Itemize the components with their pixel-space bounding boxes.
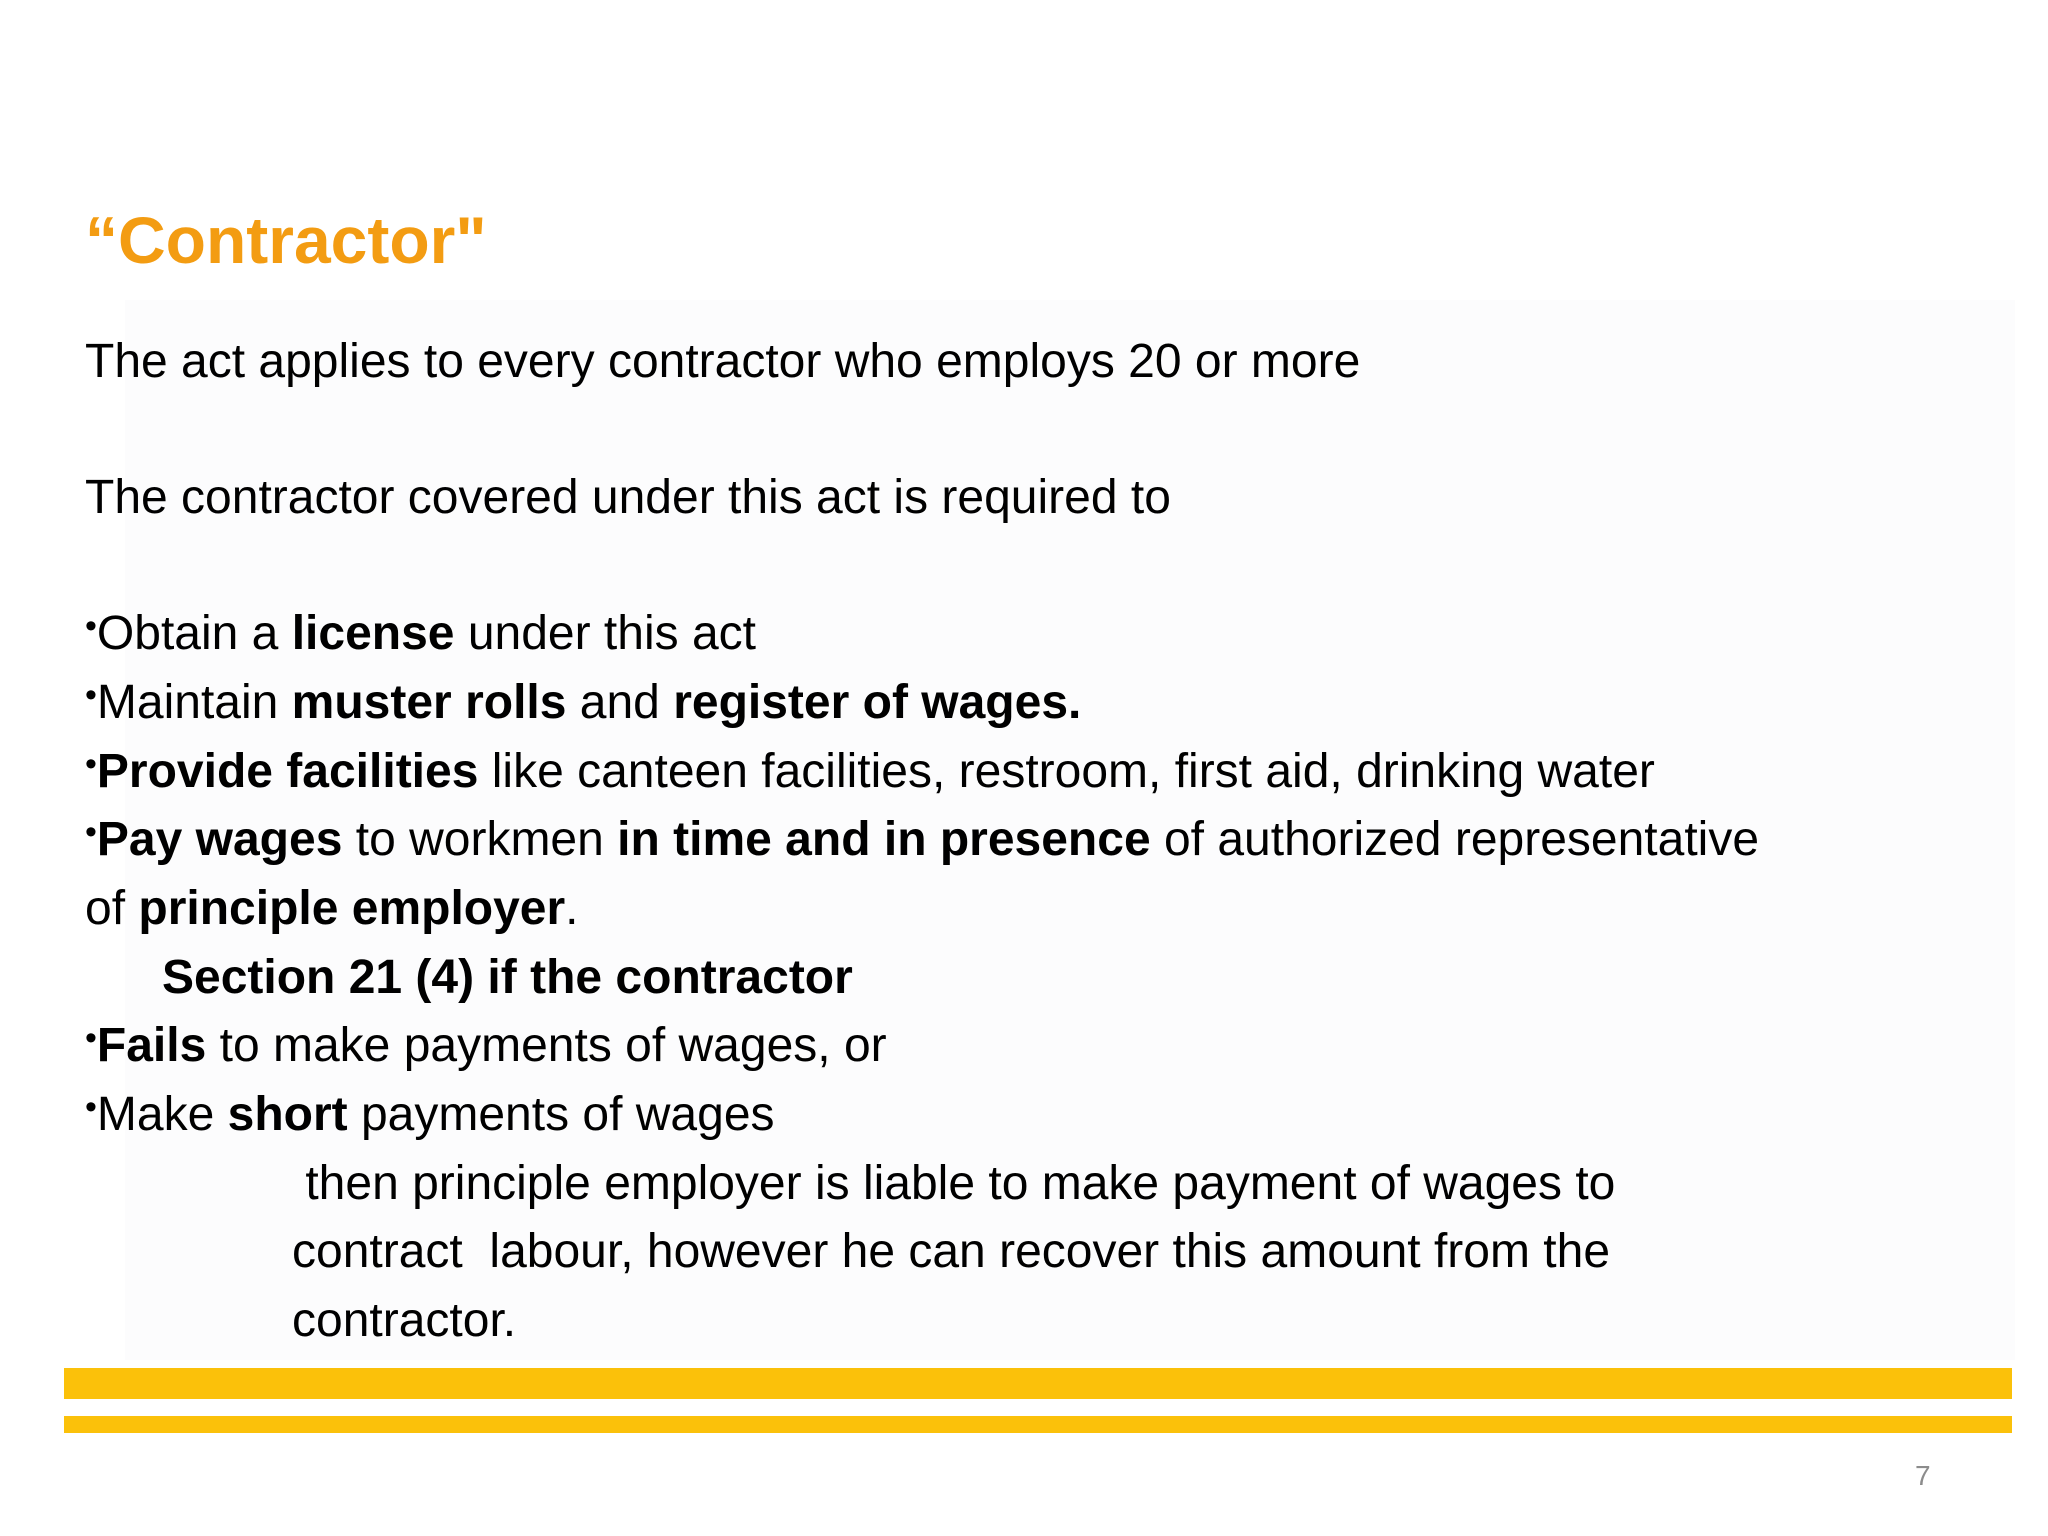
bullet-bold: register of wages. xyxy=(673,676,1082,729)
bullet-text: Maintain xyxy=(96,676,292,729)
footer-bar-thick xyxy=(64,1368,2012,1399)
bullet-pay-wages xyxy=(85,812,1759,867)
bullet-marker: • xyxy=(85,607,97,645)
page-number: 7 xyxy=(1915,1460,1931,1491)
bullet-text: payments of wages xyxy=(347,1088,775,1141)
bullet-text: and xyxy=(566,676,674,729)
bullet-license xyxy=(85,606,756,661)
bullet-pay-wages-continued xyxy=(85,881,579,936)
slide-title: “Contractor" xyxy=(85,203,487,277)
bullet-marker: • xyxy=(85,1088,97,1126)
bullet-text: under this act xyxy=(454,607,756,660)
bullet-bold: in time and in presence xyxy=(617,813,1151,866)
section-heading-text: Section 21 (4) if the contractor xyxy=(162,951,853,1004)
section-heading xyxy=(162,950,853,1005)
bullet-marker: • xyxy=(85,813,97,851)
bullet-marker: • xyxy=(85,745,97,783)
bullet-marker: • xyxy=(85,676,97,714)
bullet-marker: • xyxy=(85,1019,97,1057)
bullet-bold: license xyxy=(291,607,455,660)
bullet-facilities xyxy=(85,744,1655,799)
conclusion-line-3: contractor. xyxy=(292,1294,517,1347)
bullet-bold: principle employer xyxy=(138,882,566,935)
bullet-text: Obtain a xyxy=(96,607,292,660)
conclusion-line-2: contract labour, however he can recover this amount from the xyxy=(292,1225,1611,1278)
intro-text: The act applies to every contractor who employs 20 or more xyxy=(85,335,1361,388)
bullet-text: of xyxy=(85,882,139,935)
bullet-text: like canteen facilities, restroom, first aid, drinking water xyxy=(478,745,1655,798)
bullet-bold: short xyxy=(227,1088,348,1141)
footer-bar-thin xyxy=(64,1416,2012,1433)
bullet-text: to workmen xyxy=(342,813,618,866)
bullet-bold: Fails xyxy=(96,1019,207,1072)
requirement-intro: The contractor covered under this act is required to xyxy=(85,471,1171,524)
condition-fails xyxy=(85,1018,887,1073)
bullet-text: of authorized representative xyxy=(1150,813,1760,866)
bullet-bold: Pay wages xyxy=(96,813,343,866)
bullet-muster-rolls xyxy=(85,675,1081,730)
conclusion-line-1: then principle employer is liable to make payment of wages to xyxy=(292,1157,1616,1210)
condition-short-payment xyxy=(85,1087,775,1142)
bullet-text: Make xyxy=(96,1088,228,1141)
bullet-bold: Provide facilities xyxy=(96,745,479,798)
bullet-bold: muster rolls xyxy=(291,676,567,729)
bullet-text: to make payments of wages, or xyxy=(206,1019,887,1072)
bullet-text: . xyxy=(565,882,579,935)
